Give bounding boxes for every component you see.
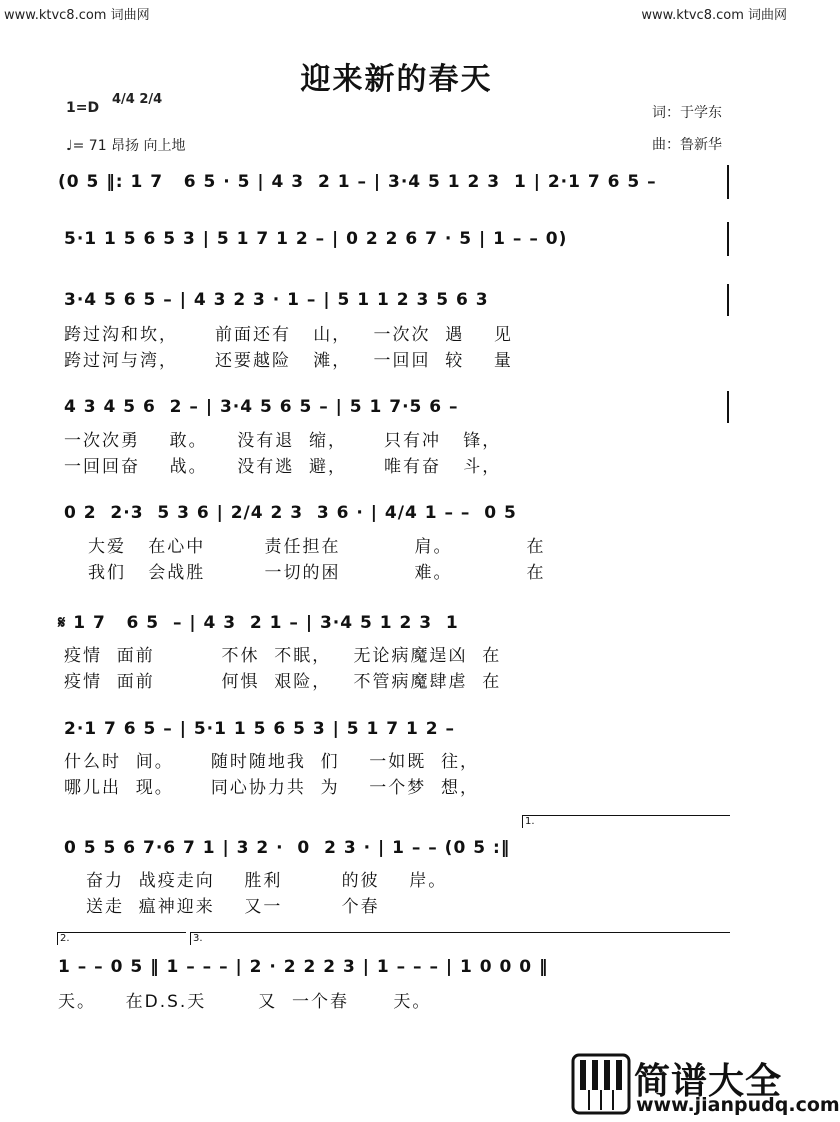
logo-url: www.jianpudq.com	[636, 1094, 840, 1116]
piano-logo-icon	[572, 1054, 630, 1114]
watermark-left: www.ktvc8.com 词曲网	[4, 8, 150, 23]
lyrics-row-4-verse-2: 一回回奋 战。 没有逃 避， 唯有奋 斗，	[64, 457, 502, 477]
barline	[727, 222, 729, 256]
lyrics-row-6-verse-1: 疫情 面前 不休 不眠， 无论病魔逞凶 在	[64, 646, 502, 666]
lyrics-row-5-verse-1: 大爱 在心中 责任担在 肩。 在	[88, 537, 546, 557]
lyrics-row-3-verse-2: 跨过河与湾， 还要越险 滩， 一回回 较 量	[64, 351, 513, 371]
score-row-8: 0 5 5 6 7·6 7 1 | 3 2 · 0 2 3 · | 1 – – (0 5 :‖	[64, 838, 511, 858]
watermark-right: www.ktvc8.com 词曲网	[641, 8, 787, 23]
time-signature: 4/4 2/4	[112, 92, 163, 107]
volta-3: 3.	[190, 932, 730, 945]
lyrics-row-4-verse-1: 一次次勇 敢。 没有退 缩， 只有冲 锋，	[64, 431, 502, 451]
lyrics-row-8-verse-2: 送走 瘟神迎来 又一 个春	[86, 897, 380, 917]
tempo-marking: ♩= 71 昂扬 向上地	[66, 138, 186, 154]
lyrics-row-3-verse-1: 跨过沟和坎， 前面还有 山， 一次次 遇 见	[64, 325, 513, 345]
logo-title: 简谱大全	[634, 1061, 783, 1102]
lyrics-row-7-verse-1: 什么时 间。 随时随地我 们 一如既 往，	[64, 752, 480, 772]
score-row-2: 5·1 1 5 6 5 3 | 5 1 7 1 2 – | 0 2 2 6 7 · 5 | 1 – – 0)	[64, 229, 568, 249]
score-row-5: 0 2 2·3 5 3 6 | 2/4 2 3 3 6 · | 4/4 1 – – 0 5	[64, 503, 517, 523]
volta-2: 2.	[57, 932, 186, 945]
song-title: 迎来新的春天	[300, 62, 493, 97]
composer: 曲：鲁新华	[652, 137, 722, 153]
lyrics-row-9-verse-1: 天。 在D.S.天 又 一个春 天。	[58, 992, 432, 1012]
volta-1: 1.	[522, 815, 730, 828]
score-row-9: 1 – – 0 5 ‖ 1 – – – | 2 · 2 2 2 3 | 1 – – – | 1 0 0 0 ‖	[58, 957, 549, 977]
score-row-4: 4 3 4 5 6 2 – | 3·4 5 6 5 – | 5 1 7·5 6 –	[64, 397, 459, 417]
score-row-6: 𝄋 1 7 6 5 – | 4 3 2 1 – | 3·4 5 1 2 3 1	[58, 613, 459, 633]
score-row-7: 2·1 7 6 5 – | 5·1 1 5 6 5 3 | 5 1 7 1 2 –	[64, 719, 455, 739]
lyrics-row-7-verse-2: 哪儿出 现。 同心协力共 为 一个梦 想，	[64, 778, 480, 798]
score-row-3: 3·4 5 6 5 – | 4 3 2 3 · 1 – | 5 1 1 2 3 5 6 3	[64, 290, 489, 310]
key-signature: 1=D	[66, 100, 100, 116]
lyrics-row-5-verse-2: 我们 会战胜 一切的困 难。 在	[88, 563, 546, 583]
lyricist: 词：于学东	[652, 105, 722, 121]
lyrics-row-8-verse-1: 奋力 战疫走向 胜利 的彼 岸。	[86, 871, 448, 891]
barline	[727, 284, 729, 316]
score-row-1: (0 5 ‖: 1 7 6 5 · 5 | 4 3 2 1 – | 3·4 5 1 2 3 1 | 2·1 7 6 5 –	[58, 172, 657, 192]
barline	[727, 391, 729, 423]
barline	[727, 165, 729, 199]
lyrics-row-6-verse-2: 疫情 面前 何惧 艰险， 不管病魔肆虐 在	[64, 672, 502, 692]
